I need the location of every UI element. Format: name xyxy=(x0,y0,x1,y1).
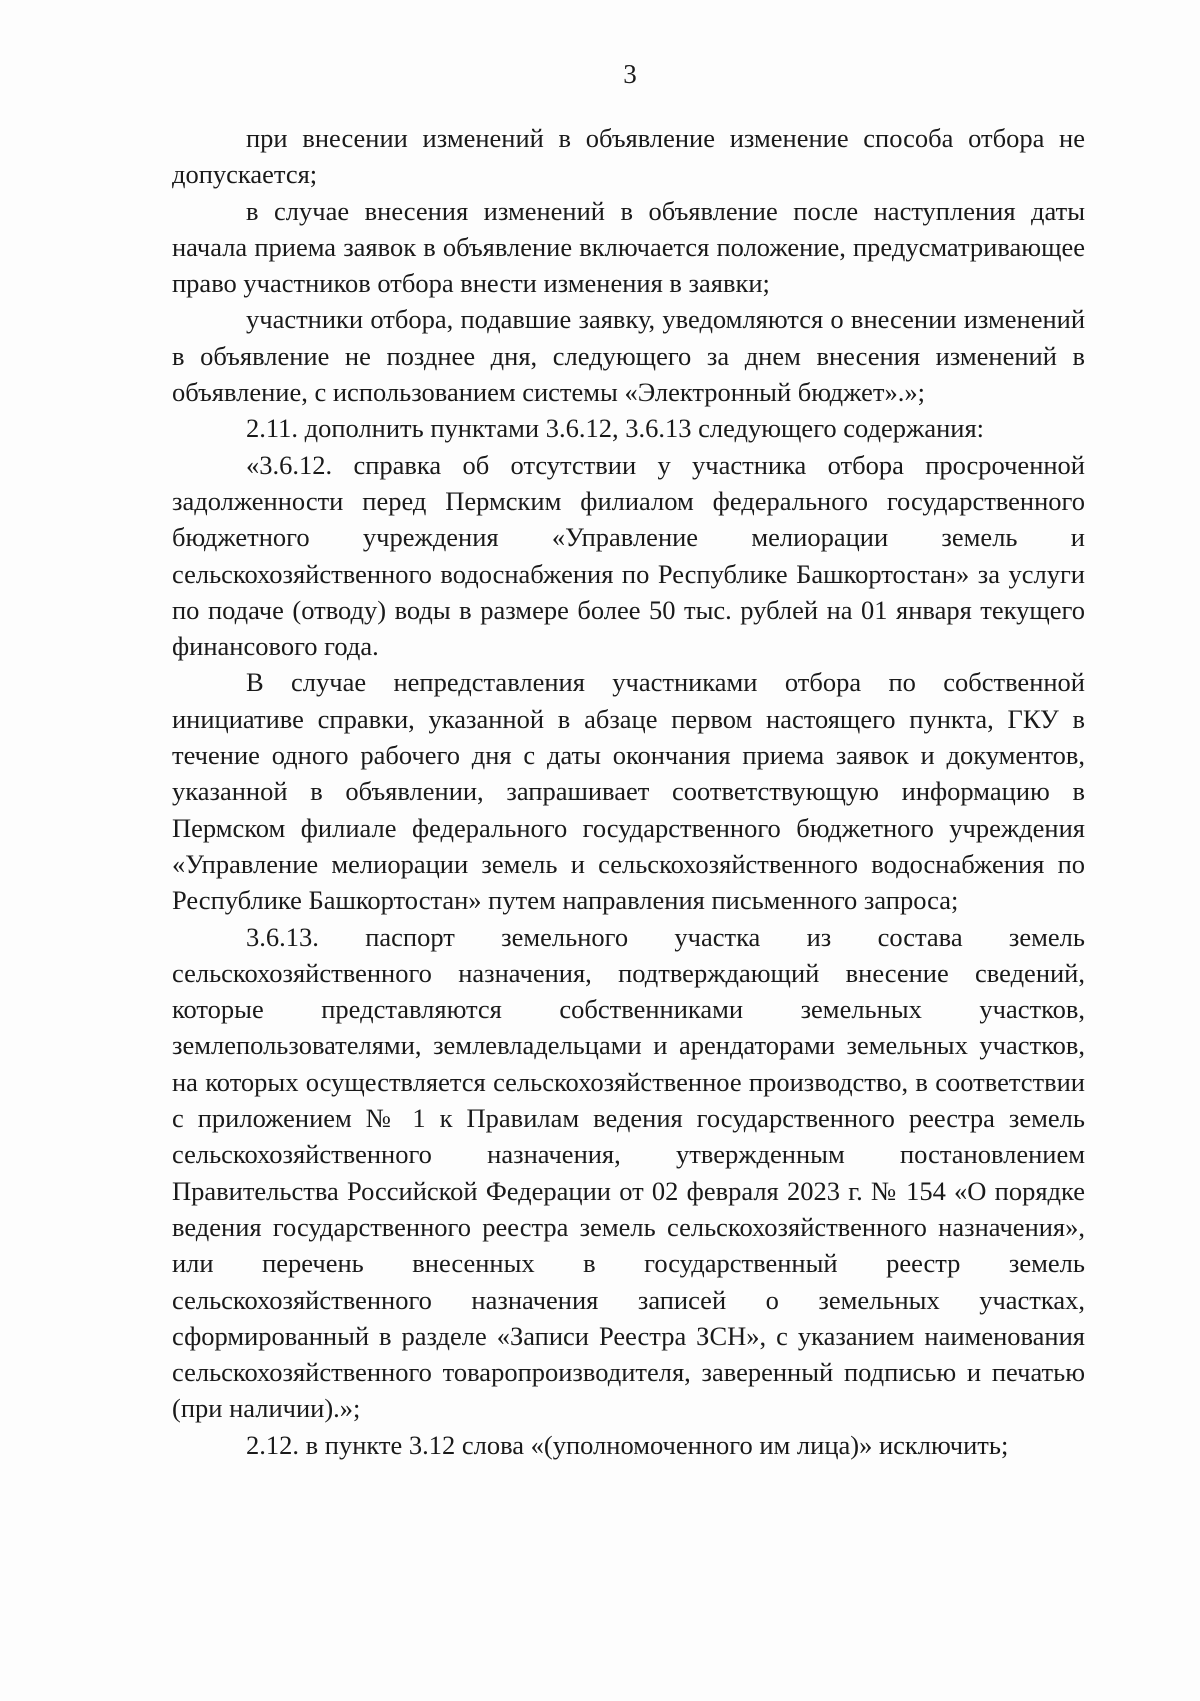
paragraph-changes-after-start: в случае внесения изменений в объявление после наступления даты начала приема заявок в объявление включается положение, предусматривающее право участников отбора внести изменения в заявки; xyxy=(172,195,1085,299)
paragraph-selection-method: при внесении изменений в объявление изменение способа отбора не допускается; xyxy=(172,123,1085,190)
document-body xyxy=(172,120,1085,1463)
page-number: 3 xyxy=(623,59,637,89)
paragraph-notification: участники отбора, подавшие заявку, уведомляются о внесении изменений в объявление не позднее дня, следующего за днем внесения изменений в объявление, с использованием системы «Электронный бюджет».»; xyxy=(172,304,1085,408)
paragraph-item-3-6-12: «3.6.12. справка об отсутствии у участника отбора просроченной задолженности перед Пермским филиалом федерального государственного бюджетного учреждения «Управление мелиорации земель и сельскохозяйственного водоснабжения по Республике Башкортостан» за услуги по подаче (отводу) воды в размере более 50 тыс. рублей на 01 января текущего финансового года. xyxy=(172,449,1085,662)
paragraph-item-2-12: 2.12. в пункте 3.12 слова «(уполномоченного им лица)» исключить; xyxy=(246,1429,1009,1460)
paragraph-item-3-6-13: 3.6.13. паспорт земельного участка из состава земель сельскохозяйственного назначения, подтверждающий внесение сведений, которые представляются собственниками земельных участков, землепользователями, землевладельцами и арендаторами земельных участков, на которых осуществляется сельскохозяйственное производство, в соответствии с приложением № 1 к Правилам ведения государственного реестра земель сельскохозяйственного назначения, утвержденным постановлением Правительства Российской Федерации от 02 февраля 2023 г. № 154 «О порядке ведения государственного реестра земель сельскохозяйственного назначения», или перечень внесенных в государственный реестр земель сельскохозяйственного назначения записей о земельных участках, сформированный в разделе «Записи Реестра ЗСН», с указанием наименования сельскохозяйственного товаропроизводителя, заверенный подписью и печатью (при наличии).»; xyxy=(172,921,1085,1424)
paragraph-item-2-11: 2.11. дополнить пунктами 3.6.12, 3.6.13 следующего содержания: xyxy=(246,413,985,444)
paragraph-non-submission: В случае непредставления участниками отбора по собственной инициативе справки, указанной в абзаце первом настоящего пункта, ГКУ в течение одного рабочего дня с даты окончания приема заявок и документов, указанной в объявлении, запрашивает соответствующую информацию в Пермском филиале федерального государственного бюджетного учреждения «Управление мелиорации земель и сельскохозяйственного водоснабжения по Республике Башкортостан» путем направления письменного запроса; xyxy=(172,667,1085,916)
